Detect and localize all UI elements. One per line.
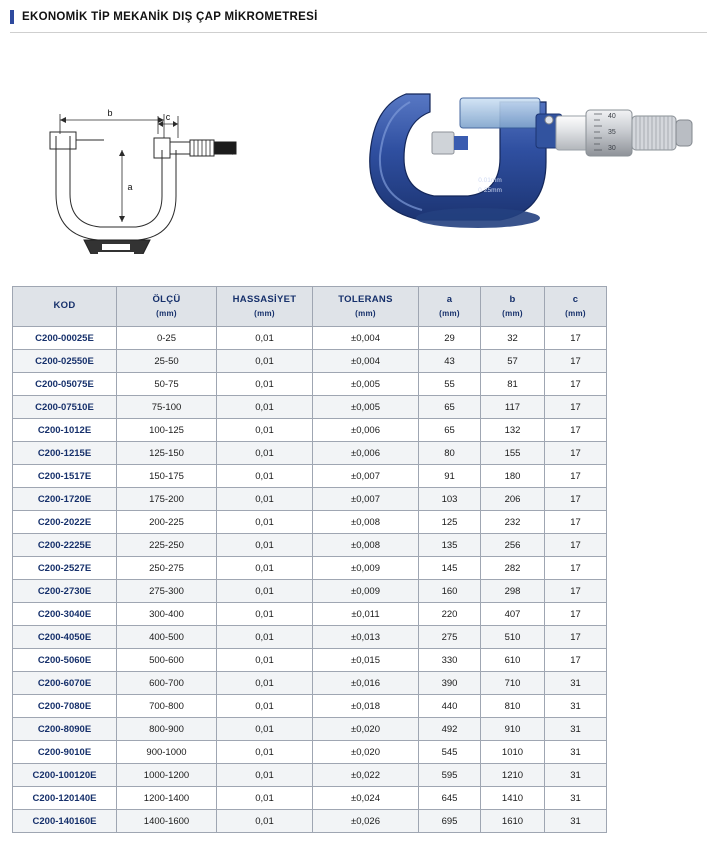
table-row [13,580,607,603]
cell-product-code: C200-2730E [13,580,117,603]
cell-value: 31 [545,672,607,695]
cell-value: ±0,005 [313,396,419,419]
cell-value: 17 [545,442,607,465]
cell-value: ±0,013 [313,626,419,649]
cell-value: 595 [419,764,481,787]
cell-value: ±0,006 [313,442,419,465]
cell-value: 1610 [481,810,545,833]
table-row [13,396,607,419]
table-row [13,327,607,350]
cell-value: 256 [481,534,545,557]
cell-value: 206 [481,488,545,511]
cell-value: 545 [419,741,481,764]
cell-value: 710 [481,672,545,695]
cell-value: 800-900 [117,718,217,741]
cell-value: 132 [481,419,545,442]
cell-product-code: C200-7080E [13,695,117,718]
cell-value: 17 [545,534,607,557]
cell-value: 0,01 [217,350,313,373]
cell-value: 17 [545,511,607,534]
table-row [13,488,607,511]
table-row [13,672,607,695]
cell-product-code: C200-1517E [13,465,117,488]
table-row [13,557,607,580]
thimble-scale-35: 35 [608,129,616,136]
cell-value: 17 [545,649,607,672]
cell-value: ±0,015 [313,649,419,672]
cell-value: 17 [545,603,607,626]
cell-value: 910 [481,718,545,741]
cell-value: 65 [419,419,481,442]
cell-value: 0,01 [217,603,313,626]
cell-product-code: C200-1012E [13,419,117,442]
table-row [13,419,607,442]
cell-value: 0,01 [217,465,313,488]
cell-value: 57 [481,350,545,373]
table-header-row [13,287,607,327]
cell-value: ±0,026 [313,810,419,833]
cell-value: 0,01 [217,373,313,396]
cell-value: 400-500 [117,626,217,649]
cell-product-code: C200-00025E [13,327,117,350]
cell-value: 0,01 [217,419,313,442]
cell-value: ±0,016 [313,672,419,695]
cell-value: 1400-1600 [117,810,217,833]
cell-value: 80 [419,442,481,465]
cell-value: ±0,008 [313,534,419,557]
cell-value: 175-200 [117,488,217,511]
cell-product-code: C200-1215E [13,442,117,465]
cell-value: 0,01 [217,511,313,534]
cell-product-code: C200-2527E [13,557,117,580]
cell-value: 282 [481,557,545,580]
cell-product-code: C200-05075E [13,373,117,396]
cell-value: 0-25 [117,327,217,350]
cell-value: 117 [481,396,545,419]
frame-text-range: 0-25mm [478,187,502,194]
cell-value: 31 [545,787,607,810]
table-row [13,718,607,741]
table-row [13,695,607,718]
cell-value: 0,01 [217,557,313,580]
cell-value: 17 [545,557,607,580]
cell-value: 0,01 [217,787,313,810]
column-header-kod: KOD [13,287,117,327]
cell-value: 900-1000 [117,741,217,764]
cell-value: 810 [481,695,545,718]
table-row [13,465,607,488]
dimension-label-a: a [127,182,133,192]
cell-product-code: C200-120140E [13,787,117,810]
cell-product-code: C200-100120E [13,764,117,787]
cell-value: 225-250 [117,534,217,557]
cell-value: 0,01 [217,626,313,649]
cell-value: 275 [419,626,481,649]
table-row [13,350,607,373]
table-body [13,327,607,833]
cell-value: 91 [419,465,481,488]
cell-value: 17 [545,419,607,442]
cell-value: ±0,020 [313,718,419,741]
cell-value: 0,01 [217,534,313,557]
cell-value: 17 [545,488,607,511]
micrometer-knurled-grip [632,116,676,150]
cell-value: 31 [545,718,607,741]
table-row [13,764,607,787]
cell-value: 1410 [481,787,545,810]
cell-value: 700-800 [117,695,217,718]
cell-product-code: C200-1720E [13,488,117,511]
cell-value: 32 [481,327,545,350]
cell-product-code: C200-5060E [13,649,117,672]
cell-value: 0,01 [217,396,313,419]
cell-value: ±0,007 [313,465,419,488]
table-row [13,649,607,672]
cell-value: 200-225 [117,511,217,534]
dimension-label-b: b [107,108,113,118]
column-header-c: c (mm) [545,287,607,327]
cell-value: 17 [545,626,607,649]
cell-product-code: C200-9010E [13,741,117,764]
cell-value: 180 [481,465,545,488]
micrometer-product-photo [350,58,700,248]
thimble-scale-40: 40 [608,113,616,120]
micrometer-glass-window [460,98,540,128]
cell-value: 500-600 [117,649,217,672]
cell-value: 250-275 [117,557,217,580]
cell-value: 55 [419,373,481,396]
column-header-b: b (mm) [481,287,545,327]
cell-value: 600-700 [117,672,217,695]
frame-text-precision: 0.01mm [478,177,502,184]
cell-value: 0,01 [217,649,313,672]
cell-value: 150-175 [117,465,217,488]
cell-value: 1210 [481,764,545,787]
cell-value: 510 [481,626,545,649]
cell-value: 0,01 [217,695,313,718]
cell-value: 695 [419,810,481,833]
micrometer-technical-drawing [18,54,288,254]
cell-value: 103 [419,488,481,511]
cell-value: ±0,004 [313,327,419,350]
cell-value: 17 [545,327,607,350]
table-row [13,603,607,626]
cell-value: 31 [545,695,607,718]
page-header [10,10,707,24]
cell-product-code: C200-2225E [13,534,117,557]
cell-value: 75-100 [117,396,217,419]
cell-value: 50-75 [117,373,217,396]
cell-value: ±0,022 [313,764,419,787]
cell-value: 81 [481,373,545,396]
cell-value: 0,01 [217,810,313,833]
cell-product-code: C200-6070E [13,672,117,695]
table-row [13,810,607,833]
header-divider [10,32,707,33]
cell-value: ±0,020 [313,741,419,764]
cell-value: 17 [545,373,607,396]
table-row [13,534,607,557]
cell-value: 0,01 [217,741,313,764]
cell-value: 17 [545,465,607,488]
cell-value: ±0,007 [313,488,419,511]
cell-value: 29 [419,327,481,350]
cell-value: ±0,005 [313,373,419,396]
cell-product-code: C200-3040E [13,603,117,626]
cell-value: 155 [481,442,545,465]
cell-value: 492 [419,718,481,741]
cell-value: 0,01 [217,764,313,787]
cell-value: 0,01 [217,718,313,741]
cell-value: 330 [419,649,481,672]
cell-value: 65 [419,396,481,419]
cell-value: 232 [481,511,545,534]
table-row [13,442,607,465]
cell-value: 43 [419,350,481,373]
cell-value: ±0,009 [313,580,419,603]
cell-value: 1010 [481,741,545,764]
cell-value: 0,01 [217,488,313,511]
cell-value: 17 [545,350,607,373]
specification-table [12,286,607,833]
cell-value: 610 [481,649,545,672]
thimble-scale-30: 30 [608,145,616,152]
cell-product-code: C200-2022E [13,511,117,534]
cell-value: ±0,006 [313,419,419,442]
cell-value: 160 [419,580,481,603]
cell-value: ±0,008 [313,511,419,534]
table-row [13,787,607,810]
cell-product-code: C200-02550E [13,350,117,373]
cell-value: 220 [419,603,481,626]
cell-product-code: C200-140160E [13,810,117,833]
cell-value: 17 [545,580,607,603]
cell-product-code: C200-8090E [13,718,117,741]
cell-value: 25-50 [117,350,217,373]
cell-value: 275-300 [117,580,217,603]
cell-value: 17 [545,396,607,419]
cell-value: 0,01 [217,442,313,465]
cell-value: 31 [545,741,607,764]
cell-product-code: C200-4050E [13,626,117,649]
cell-value: 298 [481,580,545,603]
cell-value: 0,01 [217,327,313,350]
cell-product-code: C200-07510E [13,396,117,419]
cell-value: 31 [545,810,607,833]
page-title: EKONOMİK TİP MEKANİK DIŞ ÇAP MİKROMETRESİ [22,11,318,23]
cell-value: 645 [419,787,481,810]
cell-value: 100-125 [117,419,217,442]
figure-area [0,44,717,264]
cell-value: 125-150 [117,442,217,465]
cell-value: 407 [481,603,545,626]
cell-value: 0,01 [217,580,313,603]
cell-value: 0,01 [217,672,313,695]
cell-value: ±0,018 [313,695,419,718]
cell-value: 1200-1400 [117,787,217,810]
cell-value: 1000-1200 [117,764,217,787]
cell-value: 125 [419,511,481,534]
column-header-olcu: ÖLÇÜ (mm) [117,287,217,327]
cell-value: 300-400 [117,603,217,626]
column-header-hassasiyet: HASSASİYET (mm) [217,287,313,327]
cell-value: 135 [419,534,481,557]
cell-value: 31 [545,764,607,787]
table-row [13,626,607,649]
cell-value: 145 [419,557,481,580]
specification-table-wrapper [12,286,606,833]
cell-value: ±0,009 [313,557,419,580]
cell-value: 390 [419,672,481,695]
column-header-a: a (mm) [419,287,481,327]
cell-value: ±0,004 [313,350,419,373]
table-row [13,373,607,396]
cell-value: 440 [419,695,481,718]
column-header-tolerans: TOLERANS (mm) [313,287,419,327]
cell-value: ±0,024 [313,787,419,810]
cell-value: ±0,011 [313,603,419,626]
table-row [13,741,607,764]
table-row [13,511,607,534]
dimension-label-c: c [165,112,171,122]
